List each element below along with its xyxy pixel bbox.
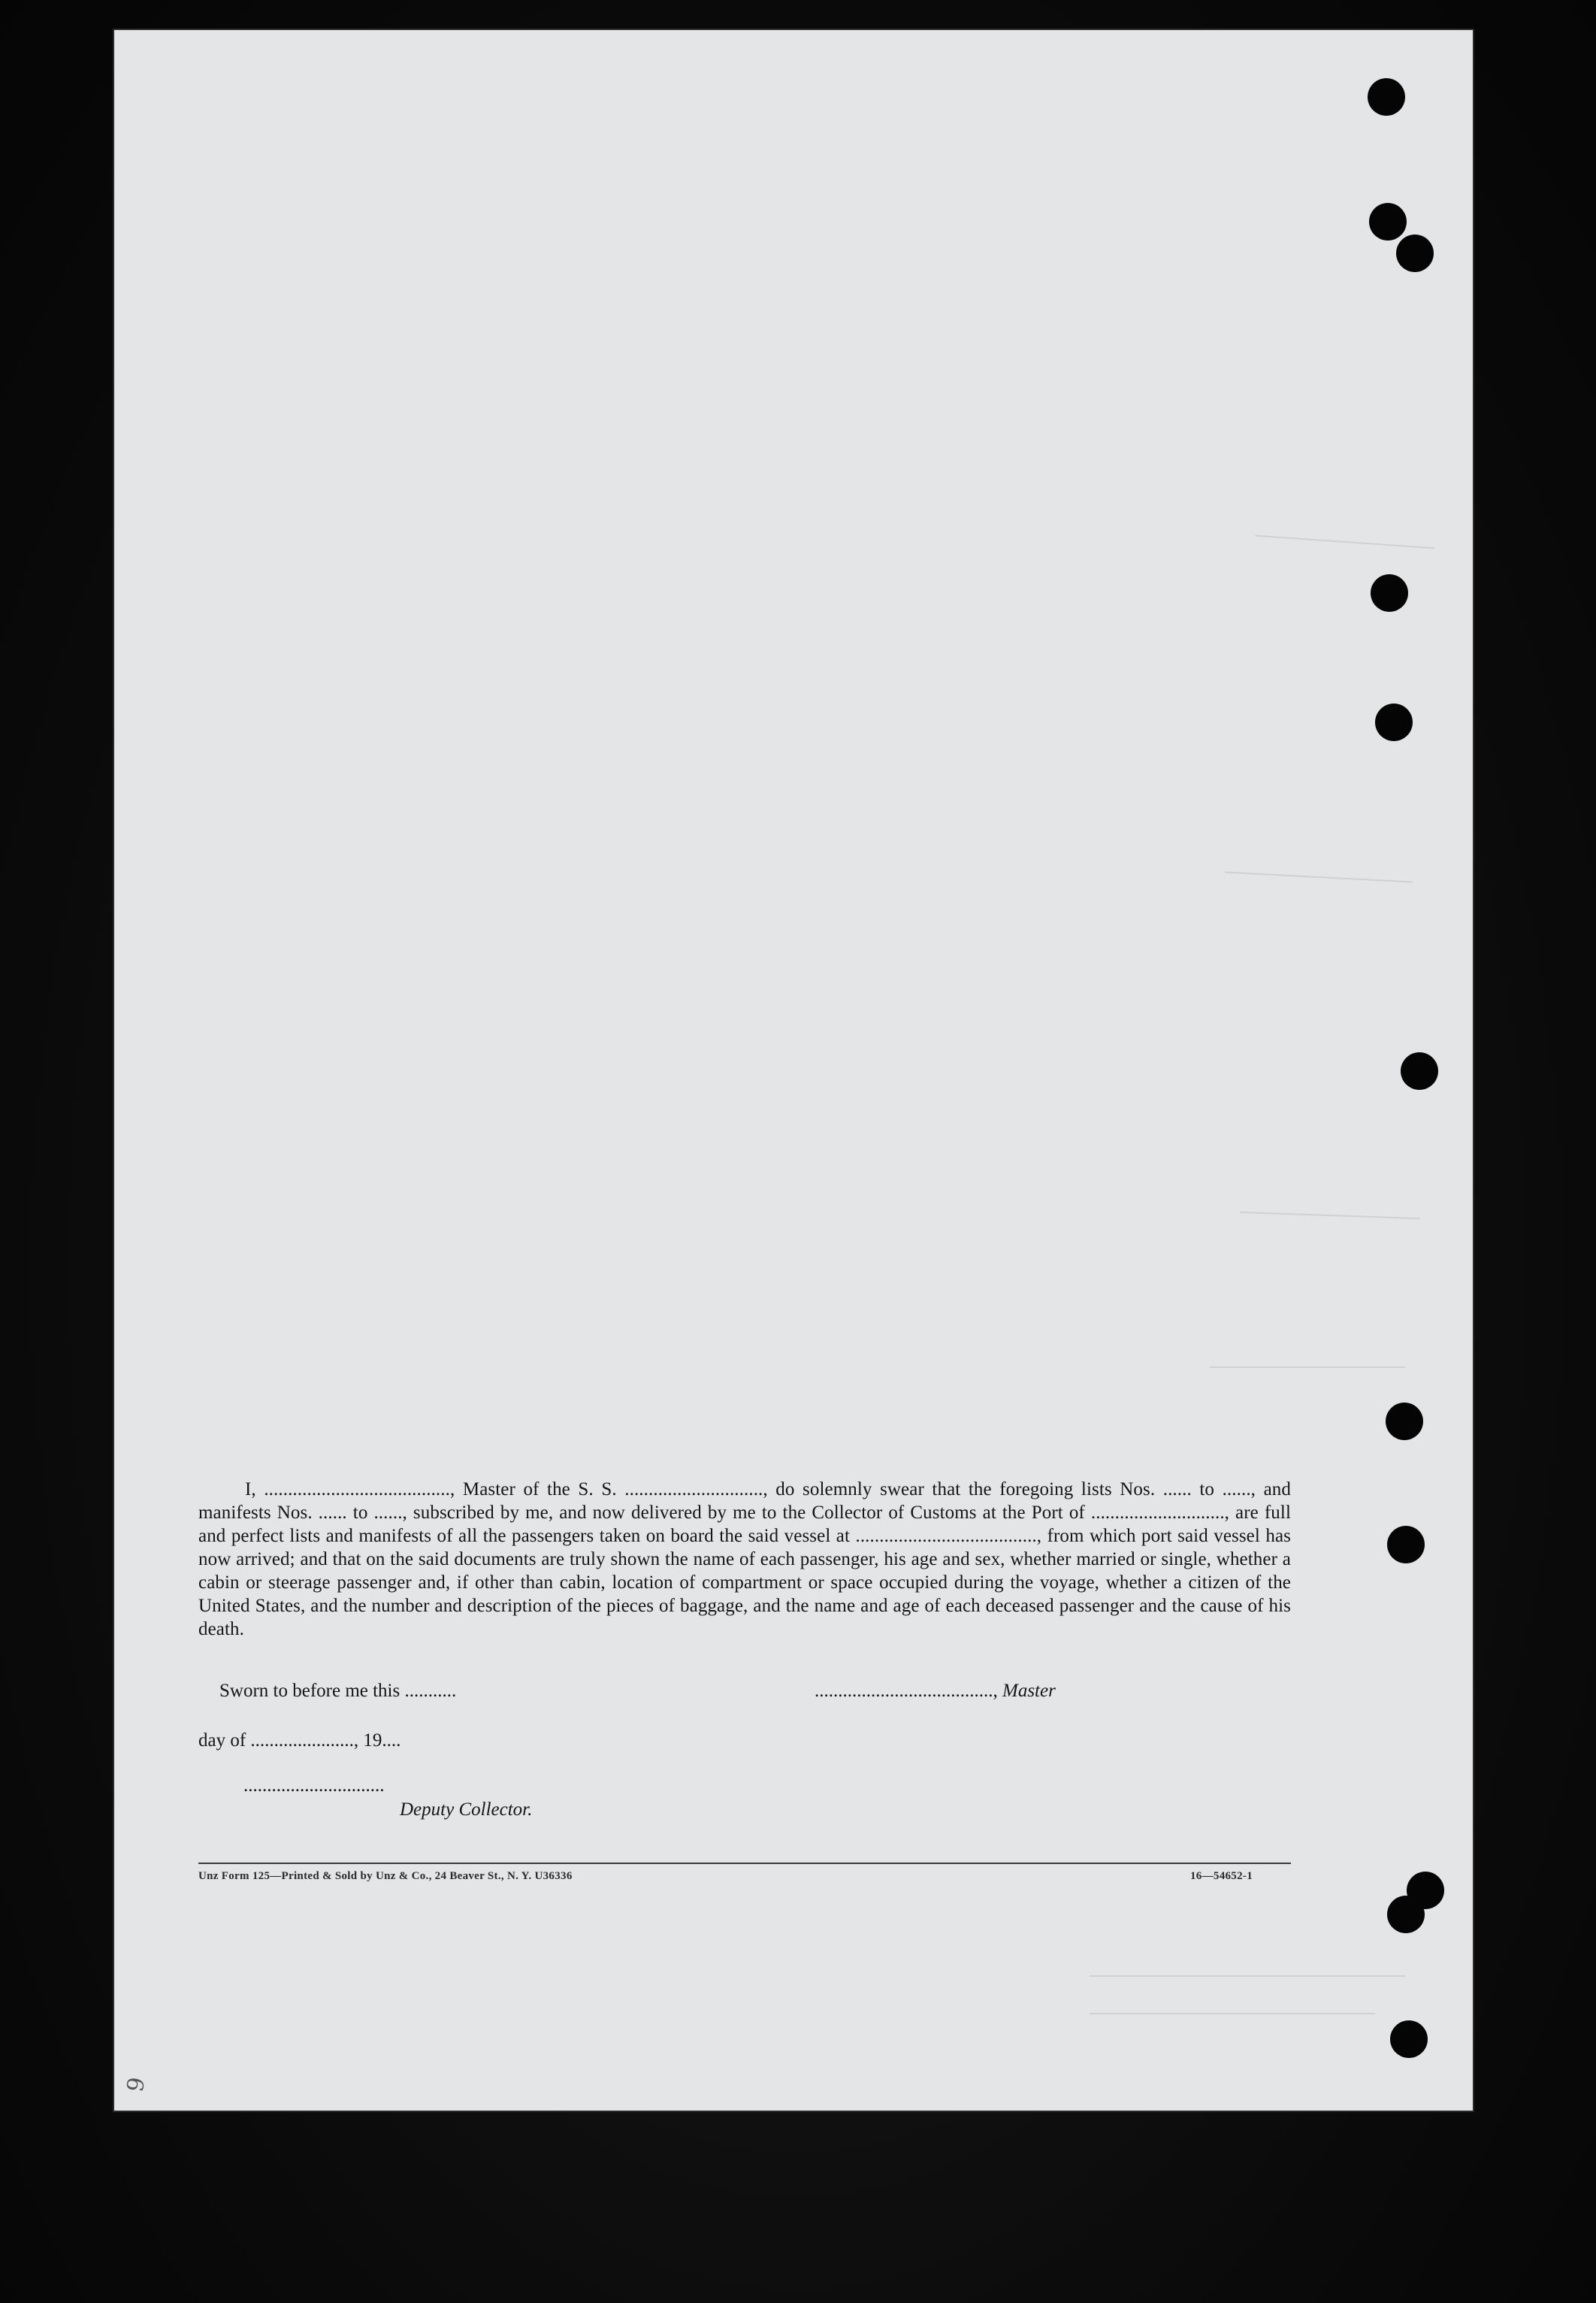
sworn-line: Sworn to before me this ........... — [219, 1681, 457, 1701]
oath-text — [198, 1478, 1291, 1641]
form-number: 16—54652-1 — [1190, 1870, 1253, 1882]
binder-hole — [1387, 1896, 1425, 1933]
master-label: Master — [1002, 1681, 1056, 1701]
master-signature-dots: ......................................, — [815, 1681, 998, 1701]
deputy-collector-label: Deputy Collector. — [400, 1799, 533, 1820]
bleed-through-mark — [1225, 871, 1413, 882]
master-signature-line — [815, 1681, 1056, 1702]
binder-hole — [1390, 2020, 1428, 2058]
bleed-through-mark — [1090, 2013, 1375, 2014]
manifest-page — [113, 29, 1474, 2112]
collector-signature-dots: .............................. — [243, 1775, 385, 1796]
bleed-through-mark — [1255, 535, 1435, 549]
binder-hole — [1368, 78, 1405, 116]
binder-hole — [1387, 1526, 1425, 1563]
binder-hole — [1401, 1052, 1438, 1090]
binder-hole — [1375, 704, 1413, 741]
footer-rule — [198, 1863, 1291, 1864]
binder-hole — [1371, 574, 1408, 612]
binder-hole — [1396, 235, 1434, 272]
bleed-through-mark — [1240, 1212, 1420, 1219]
bleed-through-mark — [1090, 1975, 1405, 1977]
oath-paragraph: I, ......................................., Master of the S. S. ............................., do solemnly swear that the foregoing lists Nos. ...... to ......, and manifests Nos. ...... to ......, subscribed by me, and now delivered by me to the Collector of Customs at the Port of ............................, are full and perfect lists and manifests of all the passengers taken on board the said vessel at ......................................, from which port said vessel has now arrived; and that on the said documents are truly shown the name of each passenger, his age and sex, whether married or single, whether a cabin or steerage passenger and, if other than cabin, location of compartment or space occupied during the voyage, whether a citizen of the United States, and the number and description of the pieces of baggage, and the name and age of each deceased passenger and the cause of his death. — [198, 1479, 1291, 1639]
pencil-margin-mark: 9 — [122, 2075, 151, 2094]
binder-hole — [1369, 203, 1407, 241]
printer-imprint: Unz Form 125—Printed & Sold by Unz & Co., 24 Beaver St., N. Y. U36336 — [198, 1870, 573, 1882]
day-line: day of ......................, 19.... — [198, 1730, 401, 1751]
binder-hole — [1386, 1403, 1423, 1440]
bleed-through-mark — [1210, 1366, 1405, 1368]
